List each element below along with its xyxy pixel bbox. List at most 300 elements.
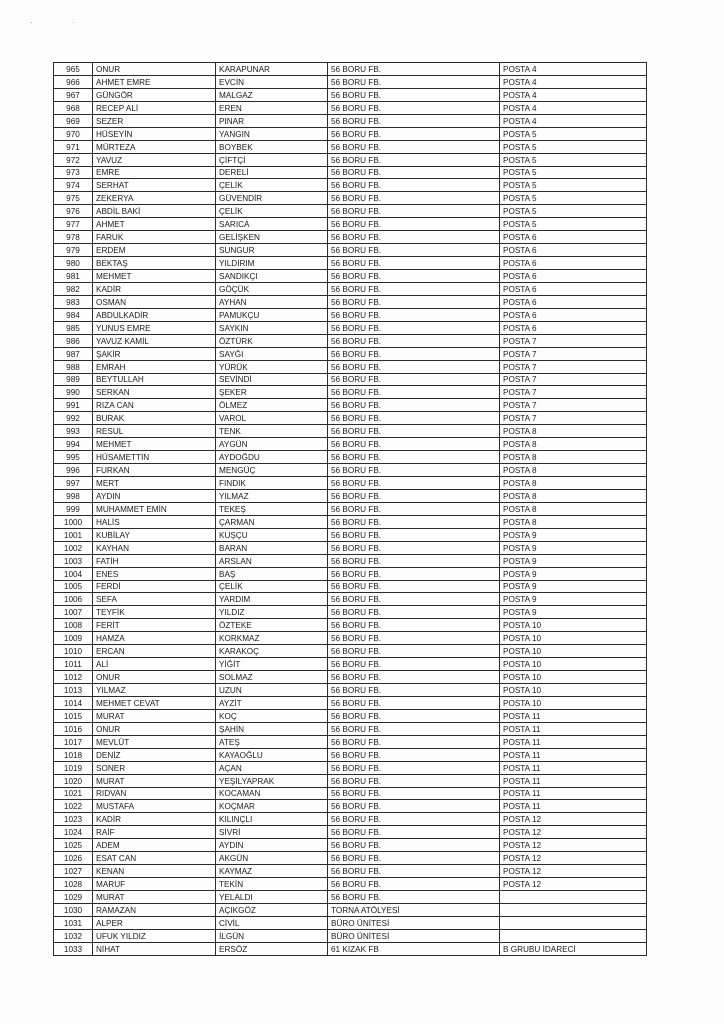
last-name-cell: YÜRÜK [216,360,328,373]
table-row [54,75,647,88]
last-name-cell: KUŞÇU [216,528,328,541]
table-row [54,748,647,761]
row-number-cell: 1003 [54,554,93,567]
first-name-cell: OSMAN [93,295,216,308]
table-row [54,929,647,942]
last-name-cell: AÇIKGÖZ [216,903,328,916]
last-name-cell: YILDIRIM [216,257,328,270]
first-name-cell: RIDVAN [93,787,216,800]
department-cell: 56 BORU FB. [328,257,500,270]
table-row [54,321,647,334]
first-name-cell: YAVUZ [93,153,216,166]
first-name-cell: DENİZ [93,748,216,761]
first-name-cell: RAMAZAN [93,903,216,916]
row-number-cell: 1023 [54,813,93,826]
department-cell: 56 BORU FB. [328,554,500,567]
shift-post-cell: POSTA 11 [500,800,647,813]
table-row [54,891,647,904]
shift-post-cell: POSTA 8 [500,464,647,477]
shift-post-cell: POSTA 10 [500,619,647,632]
department-cell: 56 BORU FB. [328,153,500,166]
shift-post-cell: POSTA 9 [500,606,647,619]
row-number-cell: 980 [54,257,93,270]
first-name-cell: FATİH [93,554,216,567]
last-name-cell: YILDIZ [216,606,328,619]
department-cell: 56 BORU FB. [328,101,500,114]
department-cell: 56 BORU FB. [328,308,500,321]
first-name-cell: RAİF [93,826,216,839]
last-name-cell: KAYMAZ [216,865,328,878]
row-number-cell: 1029 [54,891,93,904]
department-cell: 56 BORU FB. [328,774,500,787]
shift-post-cell: POSTA 9 [500,541,647,554]
shift-post-cell [500,891,647,904]
first-name-cell: MERT [93,477,216,490]
row-number-cell: 1017 [54,735,93,748]
row-number-cell: 1021 [54,787,93,800]
row-number-cell: 1015 [54,709,93,722]
department-cell: 56 BORU FB. [328,295,500,308]
department-cell: 56 BORU FB. [328,502,500,515]
first-name-cell: FARUK [93,231,216,244]
row-number-cell: 1013 [54,684,93,697]
last-name-cell: UZUN [216,684,328,697]
first-name-cell: ABDİL BAKİ [93,205,216,218]
shift-post-cell: POSTA 7 [500,373,647,386]
department-cell: 56 BORU FB. [328,722,500,735]
shift-post-cell: POSTA 6 [500,308,647,321]
row-number-cell: 1012 [54,671,93,684]
row-number-cell: 966 [54,75,93,88]
last-name-cell: SAYĞI [216,347,328,360]
first-name-cell: ZEKERYA [93,192,216,205]
first-name-cell: MEVLÜT [93,735,216,748]
table-row [54,645,647,658]
row-number-cell: 975 [54,192,93,205]
last-name-cell: ÖZTEKE [216,619,328,632]
first-name-cell: AHMET EMRE [93,75,216,88]
department-cell: 56 BORU FB. [328,878,500,891]
row-number-cell: 989 [54,373,93,386]
table-row [54,244,647,257]
last-name-cell: KOÇ [216,709,328,722]
row-number-cell: 994 [54,438,93,451]
first-name-cell: HÜSEYİN [93,127,216,140]
row-number-cell: 1005 [54,580,93,593]
department-cell: 56 BORU FB. [328,619,500,632]
department-cell: 56 BORU FB. [328,88,500,101]
row-number-cell: 1028 [54,878,93,891]
table-row [54,425,647,438]
shift-post-cell [500,929,647,942]
department-cell: 56 BORU FB. [328,321,500,334]
row-number-cell: 1008 [54,619,93,632]
shift-post-cell: POSTA 10 [500,684,647,697]
first-name-cell: FURKAN [93,464,216,477]
table-row [54,632,647,645]
row-number-cell: 979 [54,244,93,257]
table-row [54,696,647,709]
first-name-cell: MURAT [93,891,216,904]
shift-post-cell: POSTA 4 [500,88,647,101]
first-name-cell: ENES [93,567,216,580]
row-number-cell: 1006 [54,593,93,606]
department-cell: 56 BORU FB. [328,464,500,477]
department-cell: 56 BORU FB. [328,865,500,878]
row-number-cell: 981 [54,270,93,283]
last-name-cell: SUNGUR [216,244,328,257]
table-row [54,554,647,567]
department-cell: 56 BORU FB. [328,658,500,671]
table-row [54,477,647,490]
first-name-cell: HAMZA [93,632,216,645]
last-name-cell: KAYAOĞLU [216,748,328,761]
department-cell: 56 BORU FB. [328,800,500,813]
table-row [54,127,647,140]
first-name-cell: FERDİ [93,580,216,593]
table-row [54,218,647,231]
department-cell: 56 BORU FB. [328,205,500,218]
row-number-cell: 967 [54,88,93,101]
table-row [54,334,647,347]
department-cell: 56 BORU FB. [328,489,500,502]
last-name-cell: SOLMAZ [216,671,328,684]
first-name-cell: SERKAN [93,386,216,399]
first-name-cell: EMRE [93,166,216,179]
first-name-cell: KENAN [93,865,216,878]
shift-post-cell: POSTA 7 [500,399,647,412]
last-name-cell: KOCAMAN [216,787,328,800]
department-cell: 56 BORU FB. [328,438,500,451]
table-row [54,153,647,166]
last-name-cell: YEŞİLYAPRAK [216,774,328,787]
last-name-cell: ÇELİK [216,205,328,218]
first-name-cell: FERİT [93,619,216,632]
last-name-cell: ATEŞ [216,735,328,748]
last-name-cell: SANDIKÇI [216,270,328,283]
shift-post-cell: POSTA 12 [500,813,647,826]
department-cell: 56 BORU FB. [328,477,500,490]
row-number-cell: 1009 [54,632,93,645]
row-number-cell: 982 [54,282,93,295]
shift-post-cell: POSTA 12 [500,826,647,839]
department-cell: 56 BORU FB. [328,425,500,438]
shift-post-cell: POSTA 11 [500,735,647,748]
last-name-cell: SEVİNDİ [216,373,328,386]
department-cell: 56 BORU FB. [328,282,500,295]
shift-post-cell: POSTA 9 [500,554,647,567]
shift-post-cell: POSTA 9 [500,580,647,593]
shift-post-cell: POSTA 8 [500,502,647,515]
shift-post-cell: POSTA 5 [500,166,647,179]
last-name-cell: YANGIN [216,127,328,140]
shift-post-cell: POSTA 11 [500,748,647,761]
row-number-cell: 1024 [54,826,93,839]
table-row [54,347,647,360]
table-row [54,489,647,502]
first-name-cell: MURAT [93,774,216,787]
shift-post-cell: POSTA 11 [500,722,647,735]
first-name-cell: HALİS [93,515,216,528]
first-name-cell: TEYFİK [93,606,216,619]
shift-post-cell: POSTA 5 [500,192,647,205]
first-name-cell: MARUF [93,878,216,891]
row-number-cell: 985 [54,321,93,334]
department-cell: 56 BORU FB. [328,373,500,386]
department-cell: 56 BORU FB. [328,270,500,283]
table-row [54,826,647,839]
table-row [54,709,647,722]
shift-post-cell: POSTA 8 [500,438,647,451]
last-name-cell: KARAKOÇ [216,645,328,658]
first-name-cell: ŞAKİR [93,347,216,360]
last-name-cell: ÖZTÜRK [216,334,328,347]
shift-post-cell: POSTA 7 [500,347,647,360]
row-number-cell: 995 [54,451,93,464]
shift-post-cell: POSTA 6 [500,321,647,334]
department-cell: 56 BORU FB. [328,515,500,528]
shift-post-cell: POSTA 12 [500,878,647,891]
last-name-cell: AYHAN [216,295,328,308]
shift-post-cell: POSTA 8 [500,477,647,490]
department-cell: 56 BORU FB. [328,606,500,619]
shift-post-cell: POSTA 12 [500,865,647,878]
table-row [54,567,647,580]
row-number-cell: 990 [54,386,93,399]
shift-post-cell: POSTA 6 [500,257,647,270]
first-name-cell: ONUR [93,63,216,76]
first-name-cell: ALPER [93,916,216,929]
first-name-cell: SEFA [93,593,216,606]
first-name-cell: ERCAN [93,645,216,658]
department-cell: 56 BORU FB. [328,451,500,464]
department-cell: 56 BORU FB. [328,75,500,88]
row-number-cell: 1020 [54,774,93,787]
table-row [54,852,647,865]
table-row [54,515,647,528]
department-cell: 56 BORU FB. [328,645,500,658]
first-name-cell: RIZA CAN [93,399,216,412]
last-name-cell: AKGÜN [216,852,328,865]
table-row [54,464,647,477]
row-number-cell: 1018 [54,748,93,761]
department-cell: 56 BORU FB. [328,412,500,425]
last-name-cell: ÇİFTÇİ [216,153,328,166]
row-number-cell: 1007 [54,606,93,619]
last-name-cell: YILMAZ [216,489,328,502]
table-row [54,451,647,464]
last-name-cell: CİVİL [216,916,328,929]
shift-post-cell: POSTA 12 [500,852,647,865]
table-row [54,166,647,179]
table-row [54,580,647,593]
row-number-cell: 1019 [54,761,93,774]
first-name-cell: KADİR [93,813,216,826]
last-name-cell: KORKMAZ [216,632,328,645]
shift-post-cell: POSTA 5 [500,205,647,218]
table-row [54,722,647,735]
last-name-cell: GELİŞKEN [216,231,328,244]
department-cell: 56 BORU FB. [328,192,500,205]
table-row [54,282,647,295]
last-name-cell: ŞEKER [216,386,328,399]
department-cell: 56 BORU FB. [328,114,500,127]
table-row [54,101,647,114]
shift-post-cell: POSTA 11 [500,709,647,722]
department-cell: BÜRO ÜNİTESİ [328,929,500,942]
last-name-cell: AYDIN [216,839,328,852]
shift-post-cell: POSTA 10 [500,671,647,684]
first-name-cell: ESAT CAN [93,852,216,865]
shift-post-cell: POSTA 11 [500,761,647,774]
last-name-cell: PAMUKÇU [216,308,328,321]
table-row [54,386,647,399]
department-cell: 56 BORU FB. [328,360,500,373]
first-name-cell: MUHAMMET EMİN [93,502,216,515]
last-name-cell: EREN [216,101,328,114]
last-name-cell: BARAN [216,541,328,554]
table-row [54,528,647,541]
table-row [54,231,647,244]
first-name-cell: RECEP ALİ [93,101,216,114]
table-row [54,257,647,270]
row-number-cell: 971 [54,140,93,153]
first-name-cell: HÜSAMETTİN [93,451,216,464]
table-row [54,619,647,632]
row-number-cell: 984 [54,308,93,321]
department-cell: 56 BORU FB. [328,541,500,554]
last-name-cell: KILINÇLI [216,813,328,826]
row-number-cell: 1033 [54,942,93,955]
row-number-cell: 992 [54,412,93,425]
row-number-cell: 987 [54,347,93,360]
first-name-cell: SONER [93,761,216,774]
row-number-cell: 1016 [54,722,93,735]
last-name-cell: ŞAHİN [216,722,328,735]
first-name-cell: MÜRTEZA [93,140,216,153]
table-row [54,735,647,748]
department-cell: 56 BORU FB. [328,399,500,412]
last-name-cell: KARAPUNAR [216,63,328,76]
table-row [54,813,647,826]
last-name-cell: VAROL [216,412,328,425]
first-name-cell: KUBİLAY [93,528,216,541]
department-cell: 56 BORU FB. [328,528,500,541]
last-name-cell: TENK [216,425,328,438]
department-cell: 56 BORU FB. [328,748,500,761]
last-name-cell: KOÇMAR [216,800,328,813]
row-number-cell: 1027 [54,865,93,878]
last-name-cell: İLGÜN [216,929,328,942]
table-row [54,865,647,878]
shift-post-cell: POSTA 5 [500,127,647,140]
table-row [54,360,647,373]
shift-post-cell: POSTA 9 [500,567,647,580]
shift-post-cell: POSTA 11 [500,774,647,787]
scan-speck: · [72,18,75,27]
last-name-cell: TEKEŞ [216,502,328,515]
last-name-cell: BOYBEK [216,140,328,153]
table-row [54,192,647,205]
table-row [54,606,647,619]
last-name-cell: EVCİN [216,75,328,88]
row-number-cell: 965 [54,63,93,76]
department-cell: 56 BORU FB. [328,580,500,593]
department-cell: 56 BORU FB. [328,593,500,606]
shift-post-cell: POSTA 10 [500,696,647,709]
first-name-cell: YAVUZ KAMİL [93,334,216,347]
table-row [54,114,647,127]
row-number-cell: 1004 [54,567,93,580]
department-cell: 56 BORU FB. [328,231,500,244]
table-row [54,295,647,308]
table-row [54,63,647,76]
first-name-cell: MURAT [93,709,216,722]
shift-post-cell: POSTA 5 [500,153,647,166]
last-name-cell: DERELİ [216,166,328,179]
row-number-cell: 1022 [54,800,93,813]
first-name-cell: MUSTAFA [93,800,216,813]
row-number-cell: 972 [54,153,93,166]
shift-post-cell [500,903,647,916]
table-row [54,412,647,425]
row-number-cell: 1010 [54,645,93,658]
row-number-cell: 978 [54,231,93,244]
department-cell: TORNA ATÖLYESİ [328,903,500,916]
table-row [54,270,647,283]
table-row [54,684,647,697]
first-name-cell: GÜNGÖR [93,88,216,101]
row-number-cell: 997 [54,477,93,490]
shift-post-cell: POSTA 6 [500,282,647,295]
last-name-cell: AYGÜN [216,438,328,451]
last-name-cell: ERSÖZ [216,942,328,955]
department-cell: 56 BORU FB. [328,891,500,904]
last-name-cell: GÜVENDİR [216,192,328,205]
department-cell: 56 BORU FB. [328,826,500,839]
last-name-cell: PINAR [216,114,328,127]
last-name-cell: ÇELİK [216,179,328,192]
last-name-cell: ARSLAN [216,554,328,567]
department-cell: 56 BORU FB. [328,244,500,257]
table-row [54,140,647,153]
last-name-cell: SARICA [216,218,328,231]
row-number-cell: 1025 [54,839,93,852]
shift-post-cell: POSTA 5 [500,218,647,231]
shift-post-cell: POSTA 7 [500,334,647,347]
last-name-cell: MENGÜÇ [216,464,328,477]
department-cell: 56 BORU FB. [328,813,500,826]
last-name-cell: SAYKIN [216,321,328,334]
shift-post-cell: POSTA 6 [500,270,647,283]
first-name-cell: YILMAZ [93,684,216,697]
table-row [54,308,647,321]
shift-post-cell: POSTA 6 [500,244,647,257]
shift-post-cell: POSTA 8 [500,515,647,528]
last-name-cell: AYZİT [216,696,328,709]
table-row [54,800,647,813]
first-name-cell: AYDIN [93,489,216,502]
row-number-cell: 973 [54,166,93,179]
shift-post-cell: POSTA 11 [500,787,647,800]
department-cell: BÜRO ÜNİTESİ [328,916,500,929]
last-name-cell: YİĞİT [216,658,328,671]
row-number-cell: 968 [54,101,93,114]
shift-post-cell: POSTA 10 [500,645,647,658]
department-cell: 56 BORU FB. [328,735,500,748]
last-name-cell: MALGAZ [216,88,328,101]
table-row [54,205,647,218]
